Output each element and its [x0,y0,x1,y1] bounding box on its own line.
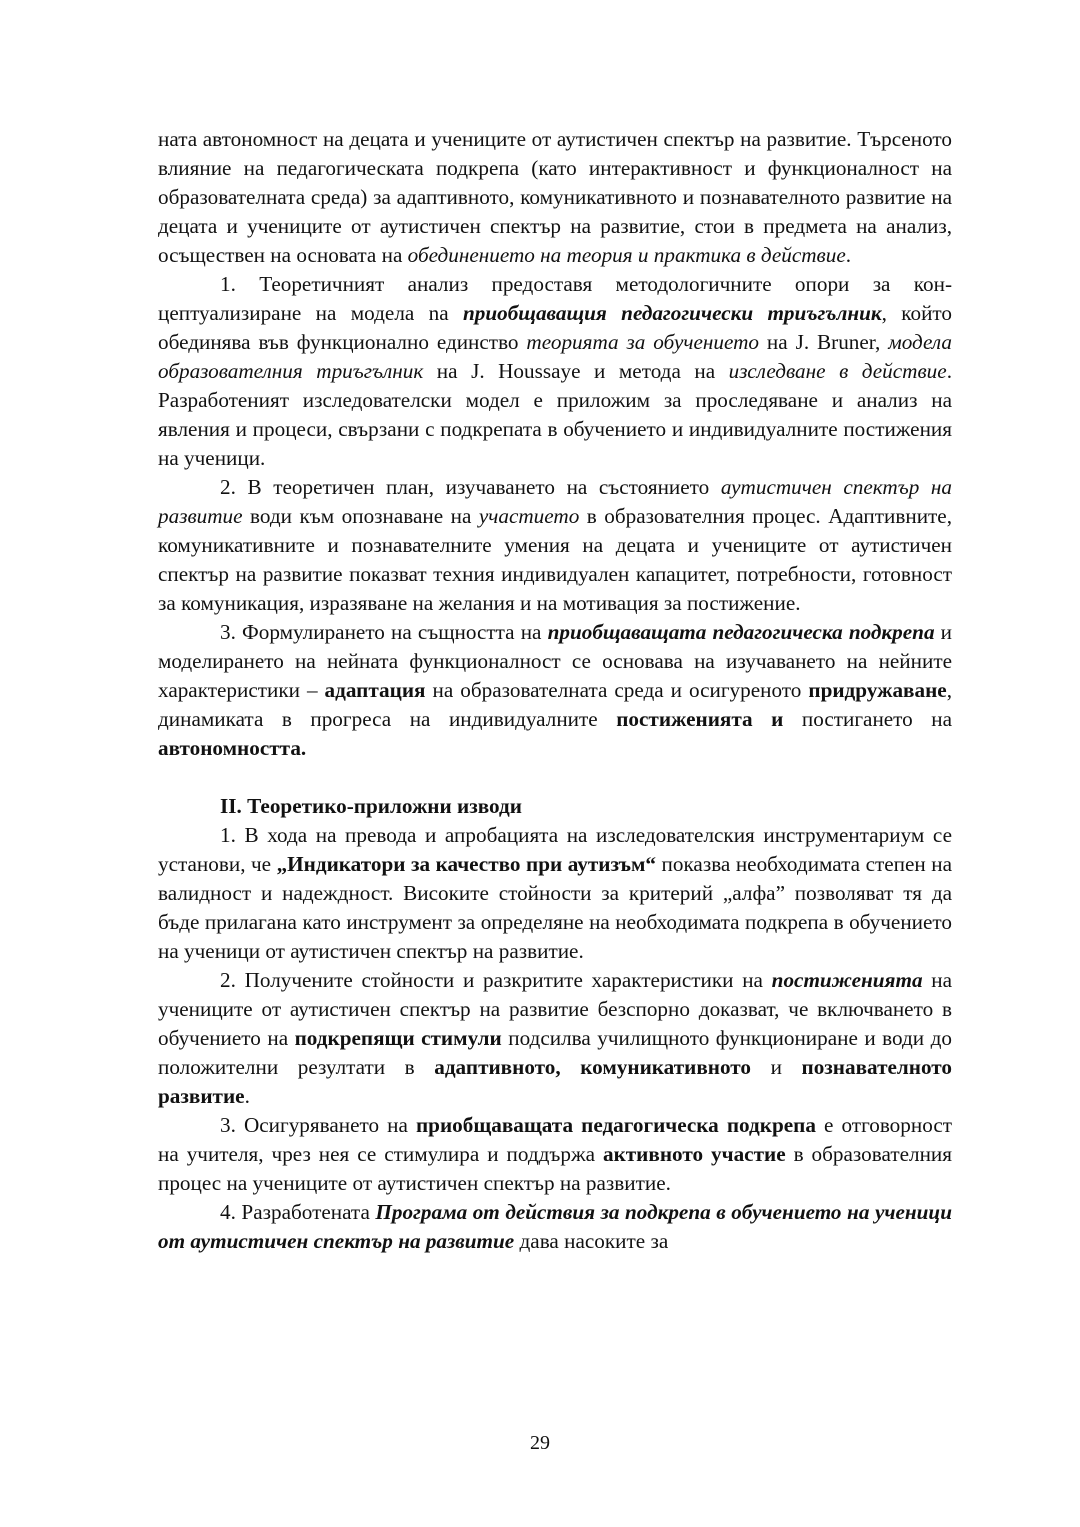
bold-term: постиженията и [616,707,784,731]
page-number: 29 [530,1432,550,1454]
text-run: постигането на [783,707,953,731]
text-run: . [244,1084,250,1108]
bold-term: адаптивното [434,1055,556,1079]
text-run: 2. Получените стойности и разкритите характеристики на [220,968,772,992]
text-run: в образователния процес на учениците от аутистичен спектър на развитие. [158,1142,952,1195]
text-run: на J. Houssaye и метода на [423,359,729,383]
paragraph-conclusion-1 [158,821,952,966]
text-run: ната автономност на децата и учениците от аутистичен спектър на развитие. Търсеното влияние на педагогическата подкрепа (като интерактивност и функционалност на образователната среда) за адаптивното, комуникативното и познавателното развитие на децата и учениците от аутистичен спектър на развитие, стои в предмета на анализ, осъществен на основата на [158,127,952,267]
italic-phrase: участието [478,504,580,528]
bold-italic-term: приобщаващата педагогическа подкрепа [547,620,935,644]
italic-phrase: теорията за обучението [526,330,760,354]
text-run: 3. Формулирането на същността на [220,620,548,644]
text-run: . [845,243,852,267]
bold-term: активното участие [602,1142,786,1166]
text-run: дава насоките за [514,1229,669,1253]
paragraph-theory-2 [158,473,952,618]
text-run: на учениците от аутистичен спектър на развитие безспорно доказват, че включването в обучението на [158,968,952,1050]
paragraph-conclusion-2 [158,966,952,1111]
text-run: на образователната среда и осигуреното [425,678,809,702]
document-page [158,125,952,1256]
text-run: , динамиката в прогреса на индивидуалните [158,678,952,731]
bold-term: приобщаващата педагогическа подкрепа [415,1113,816,1137]
italic-phrase: модела образователния триъгълник [158,330,952,383]
bold-term: автономността. [158,736,307,760]
text-run: 2. В теоретичен план, изучаването на състоянието [220,475,721,499]
text-run: 1. В хода на превода и апробацията на изследователския инструментариум се установи, че [158,823,952,876]
text-run: в образователния процес. Адаптивните, комуникативните и познавателните умения на децата и учениците от аутистичен спектър на развитие показват техния индивидуален капацитет, потребности, готовност за комуникация, изразяване на желания и на мотивация за постижение. [158,504,953,615]
italic-phrase: аутистичен спектър на развитие [158,475,952,528]
bold-term: адаптация [324,678,426,702]
bold-italic-term: приобщаващия педагогически триъгълник [462,301,882,325]
bold-term: , [555,1055,581,1079]
bold-term: „Индикатори за качество при аутизъм“ [276,852,656,876]
paragraph-intro-continuation [158,125,952,270]
bold-term: комуникативното [580,1055,752,1079]
text-run: води към опознаване на [242,504,479,528]
text-run: на J. Bruner, [759,330,889,354]
text-run: , който обединява във функционално единство [158,301,952,354]
paragraph-conclusion-3 [158,1111,952,1198]
bold-term: придружаване [808,678,947,702]
bold-term: подкрепящи стимули [294,1026,502,1050]
text-run: и [751,1055,802,1079]
text-run: и моделирането на нейната функционалност се основава на изучаването на нейните характеристики – [158,620,953,702]
bold-italic-term: Програма от действия за подкрепа в обучението на ученици от аутистичен спектър на развитие [158,1200,952,1253]
text-run: 4. Разработената [220,1200,376,1224]
text-run: подсилва училищното функциониране и води до положителни резултати в [158,1026,952,1079]
paragraph-theory-1 [158,270,952,473]
text-run: 1. Теоретичният анализ предоставя методологичните опори за концептуализиране на модела na [158,272,952,325]
text-run: 3. Осигуряването на [220,1113,416,1137]
italic-phrase: изследване в действие [728,359,947,383]
bold-italic-term: постиженията [771,968,923,992]
text-run: е отговорност на учителя, чрез нея се стимулира и поддържа [158,1113,952,1166]
bold-term: познавателното развитие [158,1055,953,1108]
italic-phrase: обединението на теория и практика в действие [407,243,846,267]
text-run: показва необходимата степен на валидност и надеждност. Високите стойности за критерий „алфа” позволяват тя да бъде прилагана като инструмент за определяне на необходимата подкрепа в обучението на ученици от аутистичен спектър на развитие. [158,852,952,963]
paragraph-theory-3 [158,618,952,763]
text-run: . Разработеният изследователски модел е приложим за проследяване и анализ на явления и процеси, свързани с подкрепата в обучението и индивидуалните постижения на ученици. [158,359,952,470]
paragraph-conclusion-4 [158,1198,952,1256]
section-heading: II. Теоретико-приложни изводи [220,794,522,818]
